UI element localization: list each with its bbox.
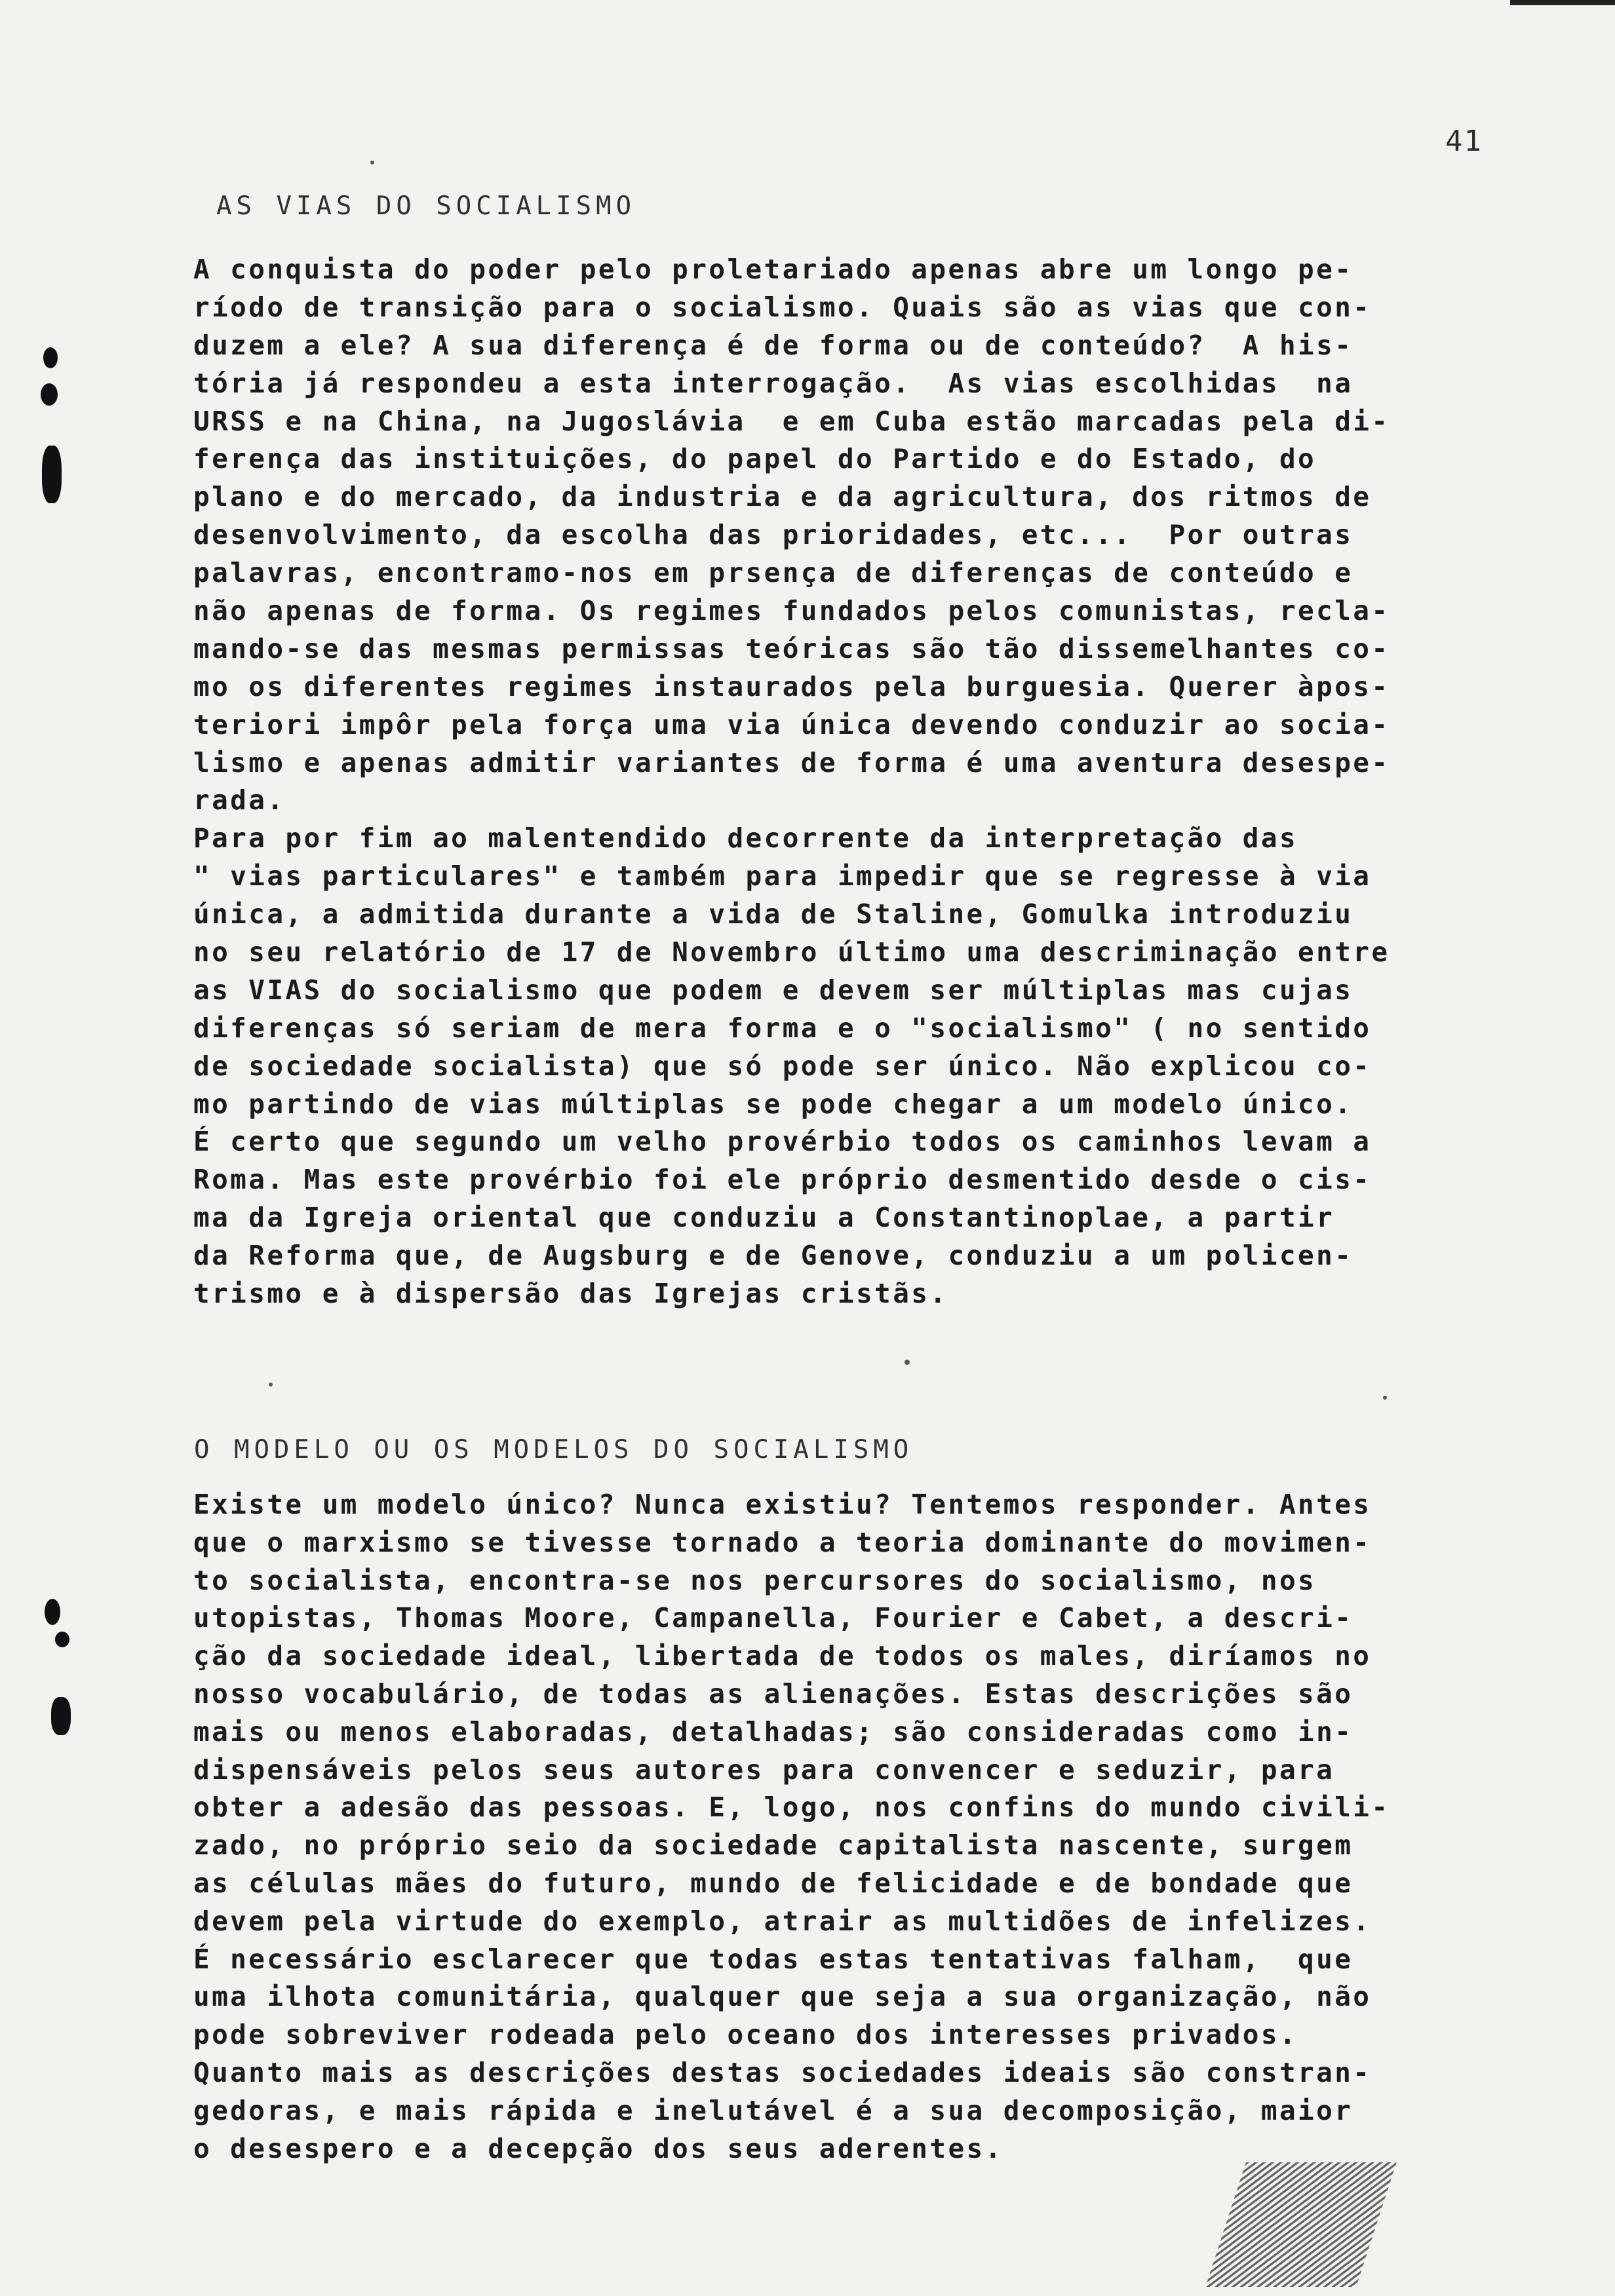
text-line: tória já respondeu a esta interrogação. As vias escolhidas na bbox=[193, 367, 1353, 399]
text-line: da Reforma que, de Augsburg e de Genove, conduziu a um policen- bbox=[193, 1240, 1353, 1272]
text-line: as células mães do futuro, mundo de felicidade e de bondade que bbox=[193, 1867, 1353, 1899]
text-line: desenvolvimento, da escolha das prioridades, etc... Por outras bbox=[193, 519, 1353, 551]
text-line: ma da Igreja oriental que conduziu a Constantinoplae, a partir bbox=[193, 1202, 1335, 1234]
ink-smudge bbox=[1205, 2162, 1397, 2287]
text-line: mando-se das mesmas permissas teóricas são tão dissemelhantes co- bbox=[193, 632, 1390, 664]
scan-speck bbox=[269, 1383, 273, 1387]
text-line: devem pela virtude do exemplo, atrair as multidões de infelizes. bbox=[193, 1905, 1372, 1937]
section-body-vias bbox=[193, 251, 1557, 1313]
text-line: diferenças só seriam de mera forma e o "socialismo" ( no sentido bbox=[193, 1012, 1372, 1044]
scan-edge-mark bbox=[1510, 0, 1615, 5]
text-line: Existe um modelo único? Nunca existiu? Tentemos responder. Antes bbox=[193, 1489, 1372, 1520]
text-line: utopistas, Thomas Moore, Campanella, Fourier e Cabet, a descri- bbox=[193, 1602, 1353, 1634]
text-line: teriori impôr pela força uma via única devendo conduzir ao socia- bbox=[193, 708, 1390, 740]
section-heading-vias: AS VIAS DO SOCIALISMO bbox=[216, 191, 636, 221]
text-line: palavras, encontramo-nos em prsença de diferenças de conteúdo e bbox=[193, 557, 1353, 589]
text-line: A conquista do poder pelo proletariado apenas abre um longo pe- bbox=[193, 254, 1353, 285]
text-line: no seu relatório de 17 de Novembro último uma descriminação entre bbox=[193, 936, 1390, 968]
text-line: obter a adesão das pessoas. E, logo, nos confins do mundo civili- bbox=[193, 1791, 1390, 1824]
punch-hole-mark bbox=[55, 1632, 69, 1647]
scan-speck bbox=[905, 1360, 910, 1365]
text-line: rada. bbox=[193, 784, 286, 816]
text-line: o desespero e a decepção dos seus aderentes. bbox=[193, 2132, 1003, 2164]
text-line: mo partindo de vias múltiplas se pode chegar a um modelo único. bbox=[193, 1088, 1353, 1120]
text-line: pode sobreviver rodeada pelo oceano dos interesses privados. bbox=[193, 2019, 1298, 2051]
text-line: É certo que segundo um velho provérbio todos os caminhos levam a bbox=[193, 1126, 1372, 1158]
punch-hole-mark bbox=[45, 1599, 60, 1625]
text-line: trismo e à dispersão das Igrejas cristãs. bbox=[193, 1278, 948, 1310]
section-heading-modelo: O MODELO OU OS MODELOS DO SOCIALISMO bbox=[194, 1435, 914, 1464]
text-line: mais ou menos elaboradas, detalhadas; são consideradas como in- bbox=[193, 1715, 1353, 1748]
text-line: Quanto mais as descrições destas sociedades ideais são constran- bbox=[193, 2056, 1372, 2088]
text-line: de sociedade socialista) que só pode ser único. Não explicou co- bbox=[193, 1050, 1372, 1082]
text-line: ferença das instituições, do papel do Partido e do Estado, do bbox=[193, 443, 1317, 475]
text-line: nosso vocabulário, de todas as alienações. Estas descrições são bbox=[193, 1677, 1353, 1710]
scan-speck bbox=[1383, 1396, 1387, 1400]
text-line: gedoras, e mais rápida e inelutável é a sua decomposição, maior bbox=[193, 2094, 1353, 2126]
text-line: dispensáveis pelos seus autores para convencer e seduzir, para bbox=[193, 1753, 1335, 1786]
text-line: que o marxismo se tivesse tornado a teoria dominante do movimen- bbox=[193, 1526, 1372, 1558]
text-line: ção da sociedade ideal, libertada de todos os males, diríamos no bbox=[193, 1640, 1372, 1672]
text-line: lismo e apenas admitir variantes de forma é uma aventura desespe- bbox=[193, 746, 1390, 778]
text-line: as VIAS do socialismo que podem e devem ser múltiplas mas cujas bbox=[193, 974, 1353, 1006]
text-line: não apenas de forma. Os regimes fundados pelos comunistas, recla- bbox=[193, 595, 1390, 627]
punch-hole-mark bbox=[43, 347, 58, 368]
text-line: plano e do mercado, da industria e da agricultura, dos ritmos de bbox=[193, 481, 1372, 513]
text-line: URSS e na China, na Jugoslávia e em Cuba estão marcadas pela di- bbox=[193, 405, 1390, 437]
punch-hole-mark bbox=[51, 1697, 71, 1735]
text-line: Para por fim ao malentendido decorrente da interpretação das bbox=[193, 822, 1298, 854]
text-line: mo os diferentes regimes instaurados pela burguesia. Querer àpos- bbox=[193, 670, 1390, 702]
punch-hole-mark bbox=[42, 446, 62, 503]
scan-speck bbox=[370, 161, 374, 164]
punch-hole-mark bbox=[41, 383, 58, 406]
text-line: uma ilhota comunitária, qualquer que seja a sua organização, não bbox=[193, 1981, 1372, 2013]
text-line: to socialista, encontra-se nos percursores do socialismo, nos bbox=[193, 1564, 1317, 1596]
text-line: ríodo de transição para o socialismo. Quais são as vias que con- bbox=[193, 291, 1372, 323]
text-line: duzem a ele? A sua diferença é de forma ou de conteúdo? A his- bbox=[193, 329, 1353, 361]
text-line: " vias particulares" e também para impedir que se regresse à via bbox=[193, 860, 1372, 892]
section-body-modelo bbox=[193, 1486, 1557, 2168]
text-line: Roma. Mas este provérbio foi ele próprio desmentido desde o cis- bbox=[193, 1164, 1372, 1196]
page-number: 41 bbox=[1445, 124, 1483, 158]
text-line: É necessário esclarecer que todas estas tentativas falham, que bbox=[193, 1943, 1353, 1975]
text-line: zado, no próprio seio da sociedade capitalista nascente, surgem bbox=[193, 1829, 1353, 1862]
text-line: única, a admitida durante a vida de Staline, Gomulka introduziu bbox=[193, 898, 1353, 930]
